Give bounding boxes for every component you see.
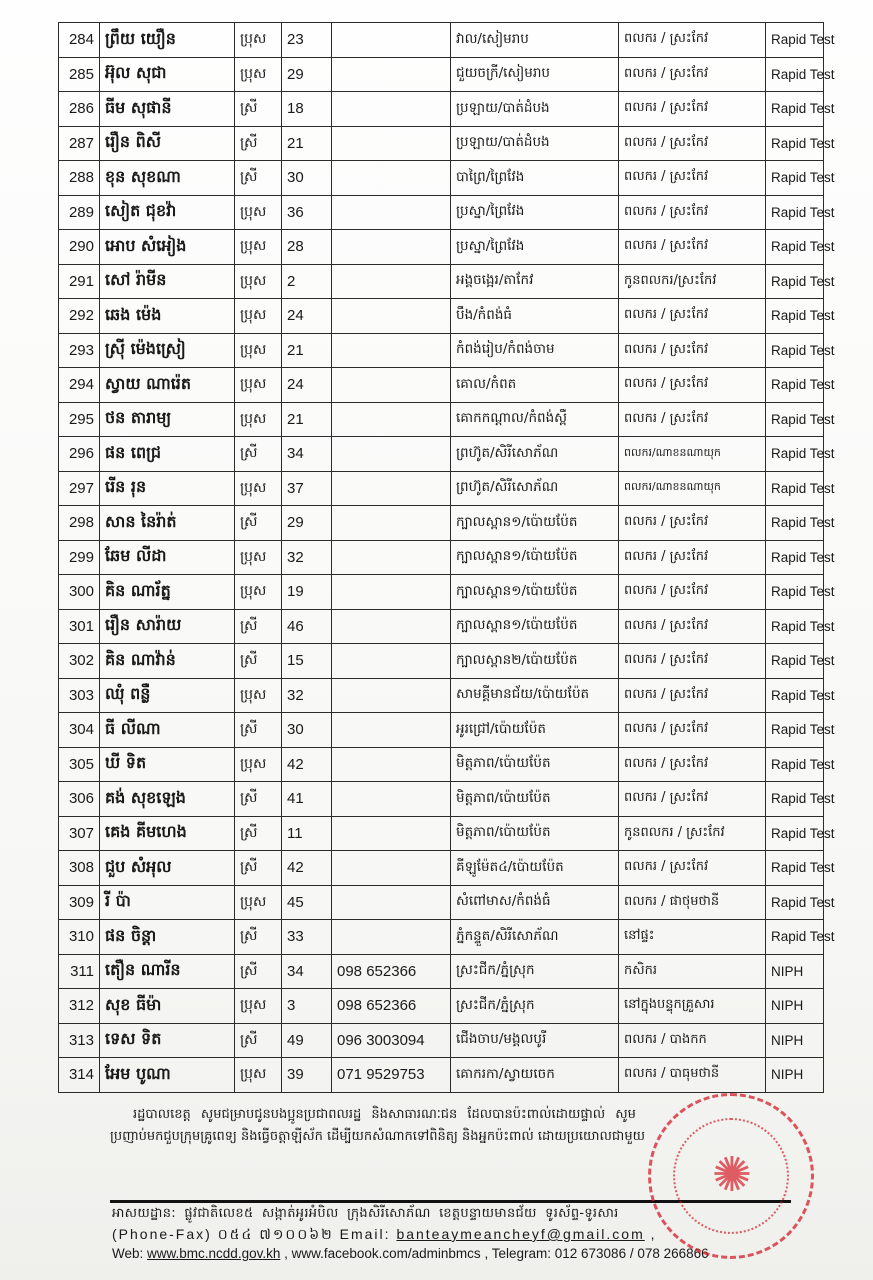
occupation-cell: ពលករ / បាងកក [619, 1023, 766, 1058]
sex-cell: ស្រី [235, 782, 282, 817]
occupation-cell: ពលករ / ស្រះកែវ [619, 195, 766, 230]
phone-number-cell [332, 575, 451, 610]
phone-number-cell [332, 920, 451, 955]
row-number-cell: 289 [59, 195, 100, 230]
occupation-cell: នៅផ្ទះ [619, 920, 766, 955]
address-cell: មិត្តភាព/ប៉ោយប៉ែត [451, 816, 619, 851]
address-cell: ប្រស្នា/ព្រៃវែង [451, 195, 619, 230]
table-row [59, 1023, 824, 1058]
table-row [59, 989, 824, 1024]
table-row [59, 678, 824, 713]
row-number-cell: 314 [59, 1058, 100, 1093]
address-cell: កំពង់រៀប/កំពង់ចាម [451, 333, 619, 368]
person-name-cell: ព្រឹយ យឿន [100, 23, 235, 58]
table-row [59, 195, 824, 230]
test-type-cell: Rapid Test [766, 92, 824, 127]
occupation-cell: ពលករ / ស្រះកែវ [619, 57, 766, 92]
test-type-cell: Rapid Test [766, 713, 824, 748]
test-type-cell: Rapid Test [766, 230, 824, 265]
sex-cell: ប្រុស [235, 471, 282, 506]
test-type-cell: Rapid Test [766, 23, 824, 58]
test-type-cell: Rapid Test [766, 885, 824, 920]
test-type-cell: Rapid Test [766, 644, 824, 679]
phone-number-cell [332, 126, 451, 161]
address-cell: មិត្តភាព/ប៉ោយប៉ែត [451, 782, 619, 817]
address-cell: ភ្នំកន្ទួត/សិរីសោភ័ណ [451, 920, 619, 955]
test-type-cell: Rapid Test [766, 333, 824, 368]
test-type-cell: Rapid Test [766, 264, 824, 299]
occupation-cell: ពលករ / ស្រះកែវ [619, 713, 766, 748]
phone-number-cell [332, 437, 451, 472]
occupation-cell: ពលករ / ស្រះកែវ [619, 782, 766, 817]
table-row [59, 540, 824, 575]
occupation-cell: ពលករ / ស្រះកែវ [619, 506, 766, 541]
person-name-cell: សៀត ជុខវ៉ា [100, 195, 235, 230]
test-type-cell: NIPH [766, 1058, 824, 1093]
age-cell: 15 [282, 644, 332, 679]
age-cell: 21 [282, 126, 332, 161]
phone-number-cell [332, 747, 451, 782]
person-name-cell: រី ប៉ា [100, 885, 235, 920]
age-cell: 33 [282, 920, 332, 955]
sex-cell: ស្រី [235, 954, 282, 989]
table-row [59, 851, 824, 886]
age-cell: 42 [282, 851, 332, 886]
address-cell: គីឡូម៉ែត៤/ប៉ោយប៉ែត [451, 851, 619, 886]
table-row [59, 57, 824, 92]
person-name-cell: ខុន សុខណា [100, 161, 235, 196]
address-cell: សំពៅមាស/កំពង់ធំ [451, 885, 619, 920]
row-number-cell: 291 [59, 264, 100, 299]
address-cell: ស្រះជីក/ភ្នំស្រុក [451, 954, 619, 989]
sex-cell: ស្រី [235, 816, 282, 851]
test-type-cell: Rapid Test [766, 575, 824, 610]
person-name-cell: ស្រ៊ី ម៉េងស្រៀ [100, 333, 235, 368]
email-label: Email: [339, 1226, 391, 1242]
sex-cell: ប្រុស [235, 23, 282, 58]
table-row [59, 747, 824, 782]
sex-cell: ស្រី [235, 609, 282, 644]
footer-web: Web: www.bmc.ncdd.gov.kh , www.facebook.com/adminbmcs , Telegram: 012 673086 / 078 266866 [112, 1246, 709, 1261]
row-number-cell: 310 [59, 920, 100, 955]
phone-number-cell [332, 299, 451, 334]
test-type-cell: NIPH [766, 954, 824, 989]
person-name-cell: តឿន ណារីន [100, 954, 235, 989]
occupation-cell: ពលករ / ស្រះកែវ [619, 747, 766, 782]
occupation-cell: ពលករ / ស្រះកែវ [619, 92, 766, 127]
table-row [59, 437, 824, 472]
person-name-cell: អែម បូណា [100, 1058, 235, 1093]
address-cell: អូរជ្រៅ/ប៉ោយប៉ែត [451, 713, 619, 748]
test-type-cell: Rapid Test [766, 851, 824, 886]
person-name-cell: គិន ណារ័ត្ន [100, 575, 235, 610]
address-cell: ប្រស្នា/ព្រៃវែង [451, 230, 619, 265]
age-cell: 34 [282, 437, 332, 472]
address-cell: អង្គចង្អេរ/តាកែវ [451, 264, 619, 299]
row-number-cell: 313 [59, 1023, 100, 1058]
age-cell: 45 [282, 885, 332, 920]
person-name-cell: សុខ ធីម៉ា [100, 989, 235, 1024]
cases-table-body [59, 23, 835, 1093]
test-type-cell: Rapid Test [766, 195, 824, 230]
row-number-cell: 294 [59, 368, 100, 403]
person-name-cell: ផន ចិន្ដា [100, 920, 235, 955]
row-number-cell: 312 [59, 989, 100, 1024]
row-number-cell: 304 [59, 713, 100, 748]
age-cell: 32 [282, 678, 332, 713]
sex-cell: ស្រី [235, 92, 282, 127]
phone-number-cell [332, 851, 451, 886]
row-number-cell: 307 [59, 816, 100, 851]
occupation-cell: ពលករ / ស្រះកែវ [619, 644, 766, 679]
table-row [59, 23, 824, 58]
address-cell: ប្រឡាយ/បាត់ដំបង [451, 92, 619, 127]
test-type-cell: Rapid Test [766, 57, 824, 92]
occupation-cell: ពលករ / ស្រះកែវ [619, 161, 766, 196]
telegram-label: Telegram: [491, 1246, 551, 1261]
test-type-cell: Rapid Test [766, 368, 824, 403]
phone-number-cell [332, 230, 451, 265]
occupation-cell: ពលករ / ស្រះកែវ [619, 402, 766, 437]
footer-contact: (Phone-Fax) ០៥៤ ៧១០០៦២ Email: banteaymeancheyf@gmail.com , [112, 1226, 657, 1242]
sex-cell: ប្រុស [235, 230, 282, 265]
website-link[interactable]: www.bmc.ncdd.gov.kh [147, 1246, 281, 1261]
row-number-cell: 292 [59, 299, 100, 334]
table-row [59, 161, 824, 196]
row-number-cell: 305 [59, 747, 100, 782]
phone-number-cell [332, 471, 451, 506]
test-type-cell: NIPH [766, 989, 824, 1024]
address-cell: ក្បាលស្ពាន២/ប៉ោយប៉ែត [451, 644, 619, 679]
row-number-cell: 302 [59, 644, 100, 679]
occupation-cell: ពលករ / ស្រះកែវ [619, 678, 766, 713]
phone-number-cell [332, 713, 451, 748]
phone-number-cell: 096 3003094 [332, 1023, 451, 1058]
occupation-cell: ពលករ / ស្រះកែវ [619, 333, 766, 368]
sex-cell: ស្រី [235, 851, 282, 886]
notice-line-1: រដ្ឋបាលខេត្ត សូមជម្រាបជូនបងប្អូនប្រជាពលរដ្ឋ និងសាធារណៈជន ដែលបានប៉ះពាល់ដោយផ្ទាល់ សូម [133, 1107, 636, 1122]
age-cell: 24 [282, 299, 332, 334]
occupation-cell: ពលករ / ស្រះកែវ [619, 230, 766, 265]
age-cell: 39 [282, 1058, 332, 1093]
sex-cell: ប្រុស [235, 264, 282, 299]
web-label: Web: [112, 1246, 144, 1261]
age-cell: 18 [282, 92, 332, 127]
row-number-cell: 293 [59, 333, 100, 368]
row-number-cell: 286 [59, 92, 100, 127]
phone-number-cell [332, 57, 451, 92]
address-cell: ប្រឡាយ/បាត់ដំបង [451, 126, 619, 161]
address-cell: ក្បាលស្ពាន១/ប៉ោយប៉ែត [451, 609, 619, 644]
test-type-cell: Rapid Test [766, 816, 824, 851]
phone-fax-number: ០៥៤ ៧១០០៦២ [217, 1226, 334, 1242]
person-name-cell: ធី លីណា [100, 713, 235, 748]
phone-number-cell [332, 402, 451, 437]
age-cell: 29 [282, 57, 332, 92]
age-cell: 42 [282, 747, 332, 782]
occupation-cell: ពលករ / ស្រះកែវ [619, 23, 766, 58]
test-type-cell: Rapid Test [766, 747, 824, 782]
occupation-cell: កូនពលករ / ស្រះកែវ [619, 816, 766, 851]
row-number-cell: 296 [59, 437, 100, 472]
address-cell: វាល/សៀមរាប [451, 23, 619, 58]
row-number-cell: 306 [59, 782, 100, 817]
phone-number-cell [332, 540, 451, 575]
phone-number-cell [332, 368, 451, 403]
sex-cell: ប្រុស [235, 299, 282, 334]
address-cell: បឹង/កំពង់ធំ [451, 299, 619, 334]
age-cell: 30 [282, 713, 332, 748]
sex-cell: ស្រី [235, 1023, 282, 1058]
facebook-link[interactable]: www.facebook.com/adminbmcs [291, 1246, 481, 1261]
test-type-cell: Rapid Test [766, 471, 824, 506]
test-type-cell: Rapid Test [766, 126, 824, 161]
person-name-cell: ផន ពេជ្រ [100, 437, 235, 472]
phone-number-cell [332, 92, 451, 127]
age-cell: 3 [282, 989, 332, 1024]
occupation-cell: កូនពលករ/ស្រះកែវ [619, 264, 766, 299]
person-name-cell: សៅ រ៉ាមីន [100, 264, 235, 299]
age-cell: 32 [282, 540, 332, 575]
age-cell: 11 [282, 816, 332, 851]
sex-cell: ប្រុស [235, 195, 282, 230]
table-row [59, 264, 824, 299]
sex-cell: ប្រុស [235, 575, 282, 610]
phone-number-cell [332, 678, 451, 713]
person-name-cell: គិន ណាវ៉ាន់ [100, 644, 235, 679]
table-row [59, 402, 824, 437]
person-name-cell: គេង គីមហេង [100, 816, 235, 851]
phone-number-cell [332, 23, 451, 58]
address-cell: មិត្តភាព/ប៉ោយប៉ែត [451, 747, 619, 782]
person-name-cell: ឆែម លីដា [100, 540, 235, 575]
test-type-cell: Rapid Test [766, 506, 824, 541]
occupation-cell: ពលករ / ស្រះកែវ [619, 299, 766, 334]
phone-number-cell [332, 161, 451, 196]
sex-cell: ស្រី [235, 920, 282, 955]
test-type-cell: Rapid Test [766, 161, 824, 196]
occupation-cell: នៅក្នុងបន្ទុកគ្រួសារ [619, 989, 766, 1024]
person-name-cell: ឆេង ម៉េង [100, 299, 235, 334]
table-row [59, 575, 824, 610]
occupation-cell: ពលករ / ផាថុមថានី [619, 885, 766, 920]
row-number-cell: 308 [59, 851, 100, 886]
address-cell: គោករកា/ស្វាយចេក [451, 1058, 619, 1093]
table-row [59, 920, 824, 955]
test-type-cell: Rapid Test [766, 609, 824, 644]
sex-cell: ស្រី [235, 161, 282, 196]
table-row [59, 954, 824, 989]
table-row [59, 126, 824, 161]
age-cell: 24 [282, 368, 332, 403]
age-cell: 28 [282, 230, 332, 265]
table-row [59, 368, 824, 403]
person-name-cell: ស្វាយ ណារ៉េត [100, 368, 235, 403]
phone-number-cell [332, 195, 451, 230]
sex-cell: ប្រុស [235, 402, 282, 437]
table-row [59, 333, 824, 368]
age-cell: 49 [282, 1023, 332, 1058]
row-number-cell: 288 [59, 161, 100, 196]
table-row [59, 782, 824, 817]
table-row [59, 92, 824, 127]
sex-cell: ស្រី [235, 126, 282, 161]
notice-line-2: ប្រញាប់មកជួបក្រុមគ្រូពេទ្យ និងធ្វើចត្តាឡីស័ក ដើម្បីយកសំណាកទៅពិនិត្យ និងអ្នកប៉ះពាល់ ដោយប្រយោលជាមួយ [110, 1129, 645, 1144]
phone-number-cell [332, 506, 451, 541]
occupation-cell: កសិករ [619, 954, 766, 989]
age-cell: 46 [282, 609, 332, 644]
phone-number-cell [332, 816, 451, 851]
sex-cell: ប្រុស [235, 747, 282, 782]
footer-divider [110, 1200, 791, 1203]
sex-cell: ប្រុស [235, 885, 282, 920]
age-cell: 21 [282, 333, 332, 368]
row-number-cell: 303 [59, 678, 100, 713]
person-name-cell: ឈុំ ពន្លឺ [100, 678, 235, 713]
sex-cell: ស្រី [235, 437, 282, 472]
table-row [59, 885, 824, 920]
row-number-cell: 295 [59, 402, 100, 437]
address-cell: ជើងចាប/មង្គលបូរី [451, 1023, 619, 1058]
row-number-cell: 297 [59, 471, 100, 506]
age-cell: 29 [282, 506, 332, 541]
person-name-cell: សាន នៃរ៉ាត់ [100, 506, 235, 541]
age-cell: 21 [282, 402, 332, 437]
row-number-cell: 290 [59, 230, 100, 265]
row-number-cell: 300 [59, 575, 100, 610]
row-number-cell: 309 [59, 885, 100, 920]
phone-number-cell [332, 782, 451, 817]
row-number-cell: 284 [59, 23, 100, 58]
test-type-cell: Rapid Test [766, 402, 824, 437]
phone-fax-label: (Phone-Fax) [112, 1226, 212, 1242]
occupation-cell: ពលករ / ស្រះកែវ [619, 575, 766, 610]
person-name-cell: គង់ សុខឡេង [100, 782, 235, 817]
occupation-cell: ពលករ/ណាខនណាយុក [619, 471, 766, 506]
phone-number-cell [332, 264, 451, 299]
age-cell: 36 [282, 195, 332, 230]
sex-cell: ប្រុស [235, 678, 282, 713]
person-name-cell: រឿន សារ៉ាយ [100, 609, 235, 644]
table-row [59, 230, 824, 265]
occupation-cell: ពលករ / ស្រះកែវ [619, 368, 766, 403]
table-row [59, 609, 824, 644]
sex-cell: ប្រុស [235, 368, 282, 403]
age-cell: 19 [282, 575, 332, 610]
person-name-cell: អោប សំអៀង [100, 230, 235, 265]
sex-cell: ស្រី [235, 506, 282, 541]
person-name-cell: ថន តារាម្យ [100, 402, 235, 437]
person-name-cell: ធីម សុផានី [100, 92, 235, 127]
age-cell: 41 [282, 782, 332, 817]
telegram-numbers: 012 673086 / 078 266866 [554, 1246, 709, 1261]
row-number-cell: 287 [59, 126, 100, 161]
occupation-cell: ពលករ / ស្រះកែវ [619, 851, 766, 886]
occupation-cell: ពលករ / ស្រះកែវ [619, 540, 766, 575]
address-cell: ព្រហ៊ូត/សិរីសោភ័ណ [451, 471, 619, 506]
row-number-cell: 285 [59, 57, 100, 92]
table-row [59, 471, 824, 506]
person-name-cell: ទេស ទិត [100, 1023, 235, 1058]
phone-number-cell: 071 9529753 [332, 1058, 451, 1093]
address-cell: ក្បាលស្ពាន១/ប៉ោយប៉ែត [451, 575, 619, 610]
test-type-cell: NIPH [766, 1023, 824, 1058]
row-number-cell: 298 [59, 506, 100, 541]
address-cell: ស្រះជីក/ភ្នំស្រុក [451, 989, 619, 1024]
person-name-cell: ជួប សំអុល [100, 851, 235, 886]
test-type-cell: Rapid Test [766, 437, 824, 472]
footer-address: អាសយដ្ឋាន: ផ្លូវជាតិលេខ៥ សង្កាត់អូរអំបិល ក្រុងសិរីសោភ័ណ ខេត្តបន្ទាយមានជ័យ ទូរស័ព្ទ-ទូរសារ [112, 1206, 619, 1221]
occupation-cell: ពលករ / ស្រះកែវ [619, 126, 766, 161]
address-cell: គោល/កំពត [451, 368, 619, 403]
phone-number-cell [332, 609, 451, 644]
test-type-cell: Rapid Test [766, 299, 824, 334]
occupation-cell: ពលករ / បាធុមថានី [619, 1058, 766, 1093]
sex-cell: ប្រុស [235, 1058, 282, 1093]
row-number-cell: 301 [59, 609, 100, 644]
seal-emblem-icon: ✺ [711, 1147, 753, 1203]
cases-table [58, 22, 835, 1093]
table-row [59, 1058, 824, 1093]
sex-cell: ស្រី [235, 644, 282, 679]
sex-cell: ប្រុស [235, 989, 282, 1024]
table-row [59, 644, 824, 679]
test-type-cell: Rapid Test [766, 920, 824, 955]
person-name-cell: អ៊ុល សុជា [100, 57, 235, 92]
phone-number-cell [332, 644, 451, 679]
test-type-cell: Rapid Test [766, 782, 824, 817]
address-cell: បាព្រៃ/ព្រៃវែង [451, 161, 619, 196]
sex-cell: ប្រុស [235, 333, 282, 368]
table-row [59, 816, 824, 851]
phone-number-cell [332, 885, 451, 920]
occupation-cell: ពលករ / ស្រះកែវ [619, 609, 766, 644]
address-cell: ក្បាលស្ពាន១/ប៉ោយប៉ែត [451, 540, 619, 575]
age-cell: 23 [282, 23, 332, 58]
person-name-cell: ឃី ទិត [100, 747, 235, 782]
age-cell: 2 [282, 264, 332, 299]
table-row [59, 506, 824, 541]
phone-number-cell: 098 652366 [332, 989, 451, 1024]
address-cell: គោកកណ្ដាល/កំពង់ស្ពឺ [451, 402, 619, 437]
person-name-cell: រឿន ពិសី [100, 126, 235, 161]
sex-cell: ប្រុស [235, 57, 282, 92]
address-cell: សាមគ្គីមានជ័យ/ប៉ោយប៉ែត [451, 678, 619, 713]
age-cell: 34 [282, 954, 332, 989]
age-cell: 30 [282, 161, 332, 196]
table-row [59, 713, 824, 748]
address-cell: ព្រហ៊ូត/សិរីសោភ័ណ [451, 437, 619, 472]
phone-number-cell [332, 333, 451, 368]
test-type-cell: Rapid Test [766, 540, 824, 575]
table-row [59, 299, 824, 334]
address-cell: ជួយចក្រី/សៀមរាប [451, 57, 619, 92]
address-cell: ក្បាលស្ពាន១/ប៉ោយប៉ែត [451, 506, 619, 541]
row-number-cell: 299 [59, 540, 100, 575]
row-number-cell: 311 [59, 954, 100, 989]
person-name-cell: រើន រុន [100, 471, 235, 506]
age-cell: 37 [282, 471, 332, 506]
occupation-cell: ពលករ/ណាខនណាយុក [619, 437, 766, 472]
sex-cell: ស្រី [235, 713, 282, 748]
email-link[interactable]: banteaymeancheyf@gmail.com [396, 1226, 645, 1242]
test-type-cell: Rapid Test [766, 678, 824, 713]
phone-number-cell: 098 652366 [332, 954, 451, 989]
sex-cell: ប្រុស [235, 540, 282, 575]
